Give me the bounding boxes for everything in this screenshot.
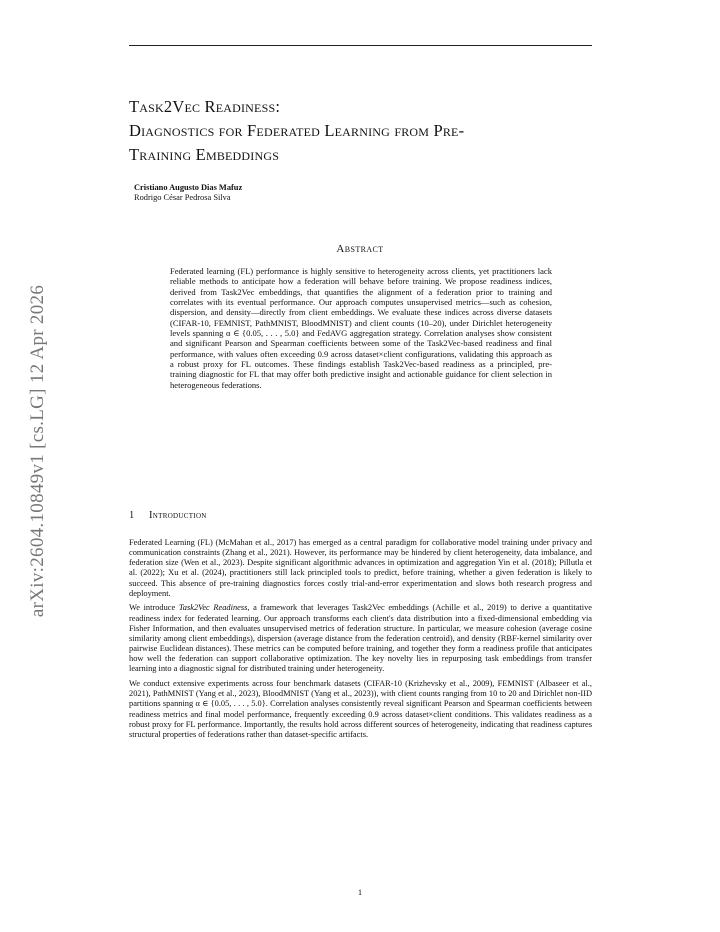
- title-line-2: Diagnostics for Federated Learning from Pre-: [129, 121, 465, 140]
- author-block: [134, 183, 242, 203]
- author-2: Rodrigo César Pedrosa Silva: [134, 193, 231, 202]
- intro-p2-rest: , a framework that leverages Task2Vec embeddings (Achille et al., 2019) to derive a quantitative readiness index for federated learning. Our approach transforms each client's data distribution into a fixed-dimensional embedding via Fisher Information, and then evaluates unsupervised metrics of federation structure. In particular, we measure cohesion (average cosine similarity among client embeddings), dispersion (average distance from the federation centroid), and density (RBF-kernel similarity over pairwise Euclidean distances). These metrics can be computed before training, and together they form a readiness profile that anticipates how well the federation can support collaborative optimization. The key novelty lies in repurposing task embeddings from transfer learning into a diagnostic signal for distributed training under heterogeneity.: [129, 603, 592, 674]
- author-1: Cristiano Augusto Dias Mafuz: [134, 183, 243, 192]
- intro-p2-lead: We introduce: [129, 603, 179, 613]
- arxiv-identifier: arXiv:2604.10849v1 [cs.LG] 12 Apr 2026: [27, 284, 48, 618]
- top-rule: [129, 45, 592, 46]
- page-number: 1: [357, 887, 363, 897]
- intro-paragraph-2: [129, 603, 592, 674]
- title-line-1: Task2Vec Readiness:: [129, 97, 281, 116]
- intro-p2-framework-name: Task2Vec Readiness: [178, 603, 248, 613]
- intro-paragraph-1: Federated Learning (FL) (McMahan et al., 2017) has emerged as a central paradigm for collaborative model training under privacy and communication constraints (Zhang et al., 2021). However, its performance may be hindered by client heterogeneity, data imbalance, and federation size (Wen et al., 2023). Despite significant algorithmic advances in optimization and aggregation Yin et al. (2018); Pillutla et al. (2022); Xu et al. (2024), practitioners still lack principled tools to predict, before training, whether a given federation is likely to succeed. This absence of pre-training diagnostics forces costly trial-and-error experimentation and slows both research progress and deployment.: [129, 538, 592, 598]
- section-heading: [129, 510, 207, 521]
- title-line-3: Training Embeddings: [129, 145, 280, 164]
- abstract-heading: Abstract: [336, 243, 384, 255]
- section-title: Introduction: [149, 510, 207, 521]
- introduction-body: [129, 538, 592, 744]
- intro-paragraph-3: We conduct extensive experiments across four benchmark datasets (CIFAR-10 (Krizhevsky et al., 2009), FEMNIST (Albaseer et al., 2021), PathMNIST (Yang et al., 2023), BloodMNIST (Yang et al., 2023)), with client counts ranging from 10 to 20 and Dirichlet non-IID partitions spanning α ∈ {0.05, . . . , 5.0}. Correlation analyses consistently reveal significant Pearson and Spearman coefficients between readiness metrics and final model performance, frequently exceeding 0.9 across dataset×client conditions. This validates readiness as a robust proxy for FL performance. Importantly, the results hold across different sources of heterogeneity, indicating that readiness captures structural properties of federations rather than dataset-specific artifacts.: [129, 679, 592, 739]
- paper-title: [129, 95, 629, 167]
- section-number: 1: [129, 510, 135, 521]
- abstract-text: Federated learning (FL) performance is highly sensitive to heterogeneity across clients, yet practitioners lack reliable methods to anticipate how a federation will behave before training. We propose readiness indices, derived from Task2Vec embeddings, that quantifies the alignment of a federation prior to training and correlates with its eventual performance. Our approach computes unsupervised metrics—such as cohesion, dispersion, and density—directly from client embeddings. We evaluate these indices across diverse datasets (CIFAR-10, FEMNIST, PathMNIST, BloodMNIST) and client counts (10–20), under Dirichlet heterogeneity levels spanning α ∈ {0.05, . . . , 5.0} and FedAVG aggregation strategy. Correlation analyses show consistent and significant Pearson and Spearman coefficients between some of the Task2Vec-based readiness and final performance, with values often exceeding 0.9 across dataset×client configurations, validating this approach as a robust proxy for FL outcomes. These findings establish Task2Vec-based readiness as a principled, pre-training diagnostic for FL that may offer both predictive insight and actionable guidance for client selection in heterogeneous federations.: [170, 266, 552, 390]
